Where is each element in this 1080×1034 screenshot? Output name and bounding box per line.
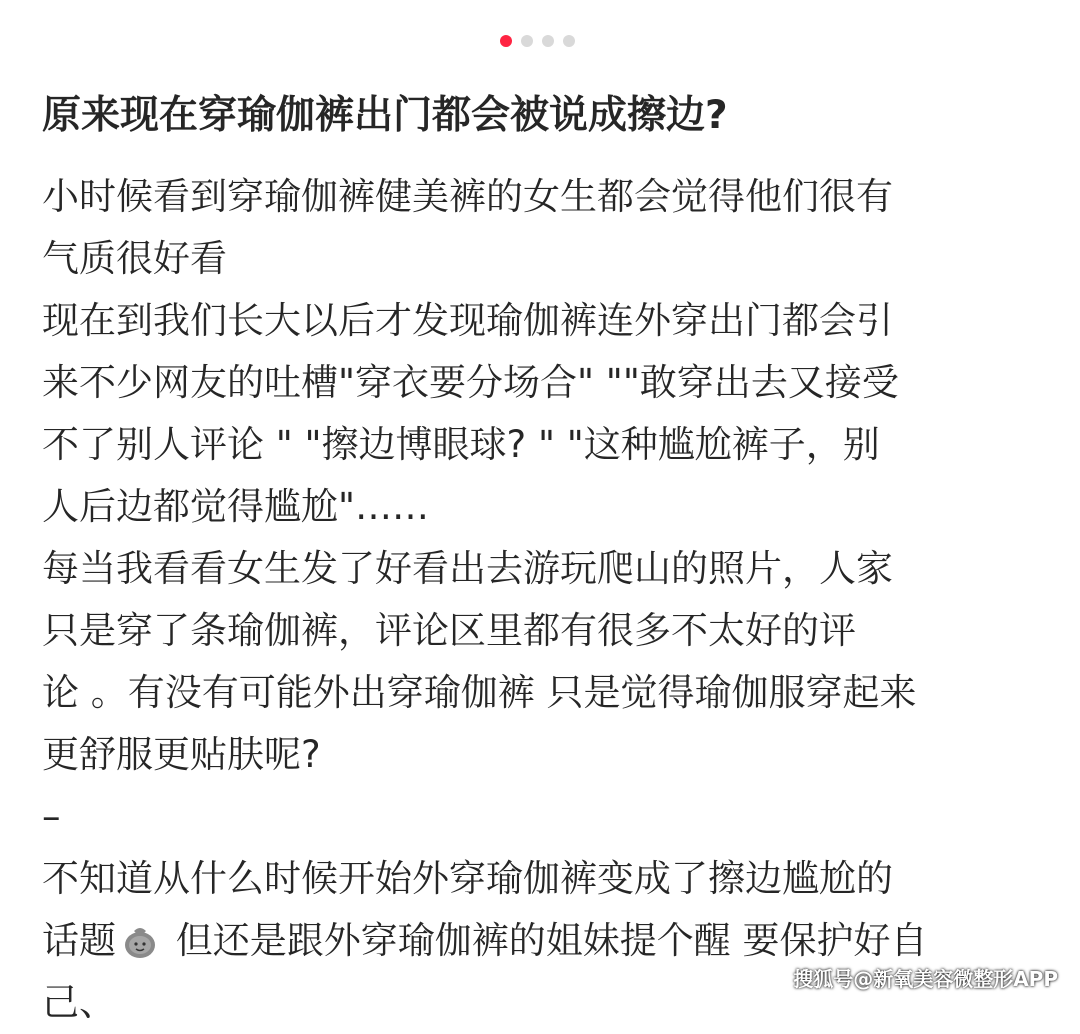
body-line: 每当我看看女生发了好看出去游玩爬山的照片，人家 (42, 547, 893, 590)
body-line: 小时候看到穿瑜伽裤健美裤的女生都会觉得他们很有 (42, 175, 893, 218)
money-bag-icon (120, 917, 160, 957)
pager-dot[interactable] (521, 35, 533, 47)
watermark: 搜狐号@新氧美容微整形APP (793, 967, 1058, 991)
emoji-line-text-before: 话题 (42, 919, 116, 962)
image-pager-dots (500, 35, 575, 49)
pager-dot[interactable] (563, 35, 575, 47)
body-line-with-emoji (42, 910, 1052, 972)
body-line: 气质很好看 (42, 237, 227, 280)
body-line: 不了别人评论 " "擦边博眼球? " "这种尴尬裤子，别 (42, 423, 880, 466)
body-line: 来不少网友的吐槽"穿衣要分场合" ""敢穿出去又接受 (42, 361, 899, 404)
pager-dot-active[interactable] (500, 35, 512, 47)
pager-dot[interactable] (542, 35, 554, 47)
body-line: 论 。有没有可能外出穿瑜伽裤 只是觉得瑜伽服穿起来 (42, 671, 917, 714)
post-body (42, 166, 1052, 1034)
body-line: 只是穿了条瑜伽裤，评论区里都有很多不太好的评 (42, 609, 856, 652)
body-line: 现在到我们长大以后才发现瑜伽裤连外穿出门都会引 (42, 299, 893, 342)
body-line: 己、 (42, 981, 116, 1024)
body-separator: – (42, 795, 61, 838)
body-line: 更舒服更贴肤呢? (42, 733, 321, 776)
body-line: 不知道从什么时候开始外穿瑜伽裤变成了擦边尴尬的 (42, 857, 893, 900)
post-title: 原来现在穿瑜伽裤出门都会被说成擦边? (42, 93, 728, 138)
body-line: 人后边都觉得尴尬"…… (42, 485, 430, 528)
emoji-line-text-after: 但还是跟外穿瑜伽裤的姐妹提个醒 要保护好自 (164, 919, 928, 962)
